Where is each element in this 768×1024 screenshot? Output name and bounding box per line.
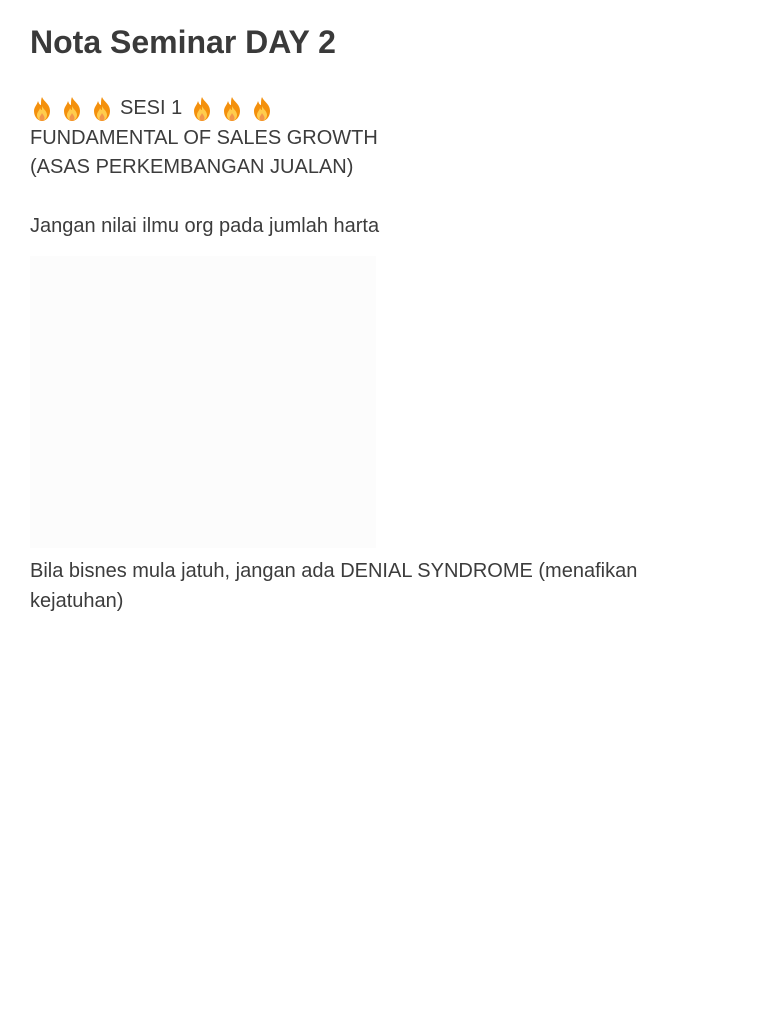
session-heading bbox=[30, 94, 379, 124]
fire-icon bbox=[30, 96, 54, 122]
fire-icon bbox=[90, 96, 114, 122]
fire-icon bbox=[60, 96, 84, 122]
fire-icon bbox=[190, 96, 214, 122]
session-subtitle-malay[interactable]: (ASAS PERKEMBANGAN JUALAN) bbox=[30, 156, 354, 178]
note-paragraph[interactable]: Jangan nilai ilmu org pada jumlah harta bbox=[30, 215, 380, 237]
fire-icon bbox=[220, 96, 244, 122]
session-block bbox=[30, 94, 379, 242]
note-title[interactable]: Nota Seminar DAY 2 bbox=[30, 24, 336, 60]
note-paragraph[interactable]: Bila bisnes mula jatuh, jangan ada DENIAL SYNDROME (menafikan kejatuhan) bbox=[30, 560, 638, 612]
blank-line bbox=[30, 183, 379, 213]
session-label: SESI 1 bbox=[120, 97, 183, 119]
session-subtitle-english[interactable]: FUNDAMENTAL OF SALES GROWTH bbox=[30, 126, 378, 149]
embedded-image[interactable] bbox=[30, 256, 376, 548]
fire-icon bbox=[250, 96, 274, 122]
